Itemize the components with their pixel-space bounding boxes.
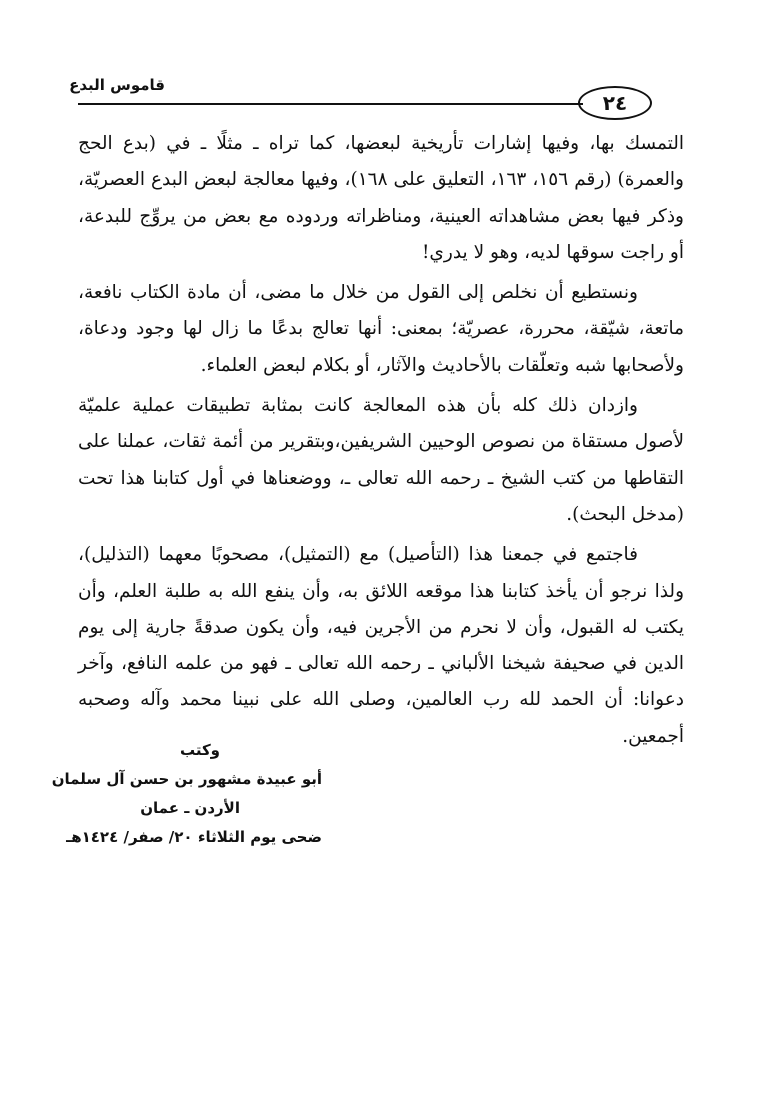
signature-written-by: وكتب	[179, 741, 220, 759]
signature-date: ضحى يوم الثلاثاء ٢٠/ صفر/ ١٤٢٤هـ	[66, 828, 322, 846]
running-head-book-title: قاموس البدع	[69, 76, 165, 94]
paragraph: فاجتمع في جمعنا هذا (التأصيل) مع (التمثيل)، مصحوبًا معهما (التذليل)، ولذا نرجو أن يأخذ كتابنا هذا موقعه اللائق به، وأن ينفع الله به طلبة العلم، وأن يكتب له القبول، وأن لا نحرم من الأجرين فيه، وأن يكون صدقةً جارية إلى يوم الدين في صحيفة شيخنا الألباني ـ رحمه الله تعالى ـ فهو من علمه النافع، وآخر دعوانا: أن الحمد لله رب العالمين، وصلى الله على نبينا محمد وآله وصحبه أجمعين.	[78, 544, 684, 747]
header-rule	[78, 103, 583, 105]
paragraph: التمسك بها، وفيها إشارات تأريخية لبعضها، كما تراه ـ مثلًا ـ في (بدع الحج والعمرة) (رقم ١٥٦، ١٦٣، التعليق على ١٦٨)، وفيها معالجة لبعض البدع العصريّة، وذكر فيها بعض مشاهداته العينية، ومناظراته وردوده مع بعض من يروِّج للبدعة، أو راجت سوقها لديه، وهو لا يدري!	[78, 133, 684, 263]
paragraph: ونستطيع أن نخلص إلى القول من خلال ما مضى، أن مادة الكتاب نافعة، ماتعة، شيّقة، محررة، عصريّة؛ بمعنى: أنها تعالج بدعًا ما زال لها وجود ودعاة، ولأصحابها شبه وتعلّقات بالأحاديث والآثار، أو بكلام لبعض العلماء.	[78, 282, 684, 376]
signature-author: أبو عبيدة مشهور بن حسن آل سلمان	[51, 770, 322, 788]
page-number: ٢٤	[578, 86, 652, 120]
body-text	[78, 126, 684, 755]
signature-block	[22, 736, 322, 852]
paragraph: وازدان ذلك كله بأن هذه المعالجة كانت بمثابة تطبيقات عملية علميّة لأصول مستقاة من نصوص الوحيين الشريفين،وبتقرير من أئمة ثقات، عملنا على التقاطها من كتب الشيخ ـ رحمه الله تعالى ـ، ووضعناها في أول كتابنا هذا تحت (مدخل البحث).	[78, 395, 684, 525]
signature-location: الأردن ـ عمان	[140, 799, 240, 817]
